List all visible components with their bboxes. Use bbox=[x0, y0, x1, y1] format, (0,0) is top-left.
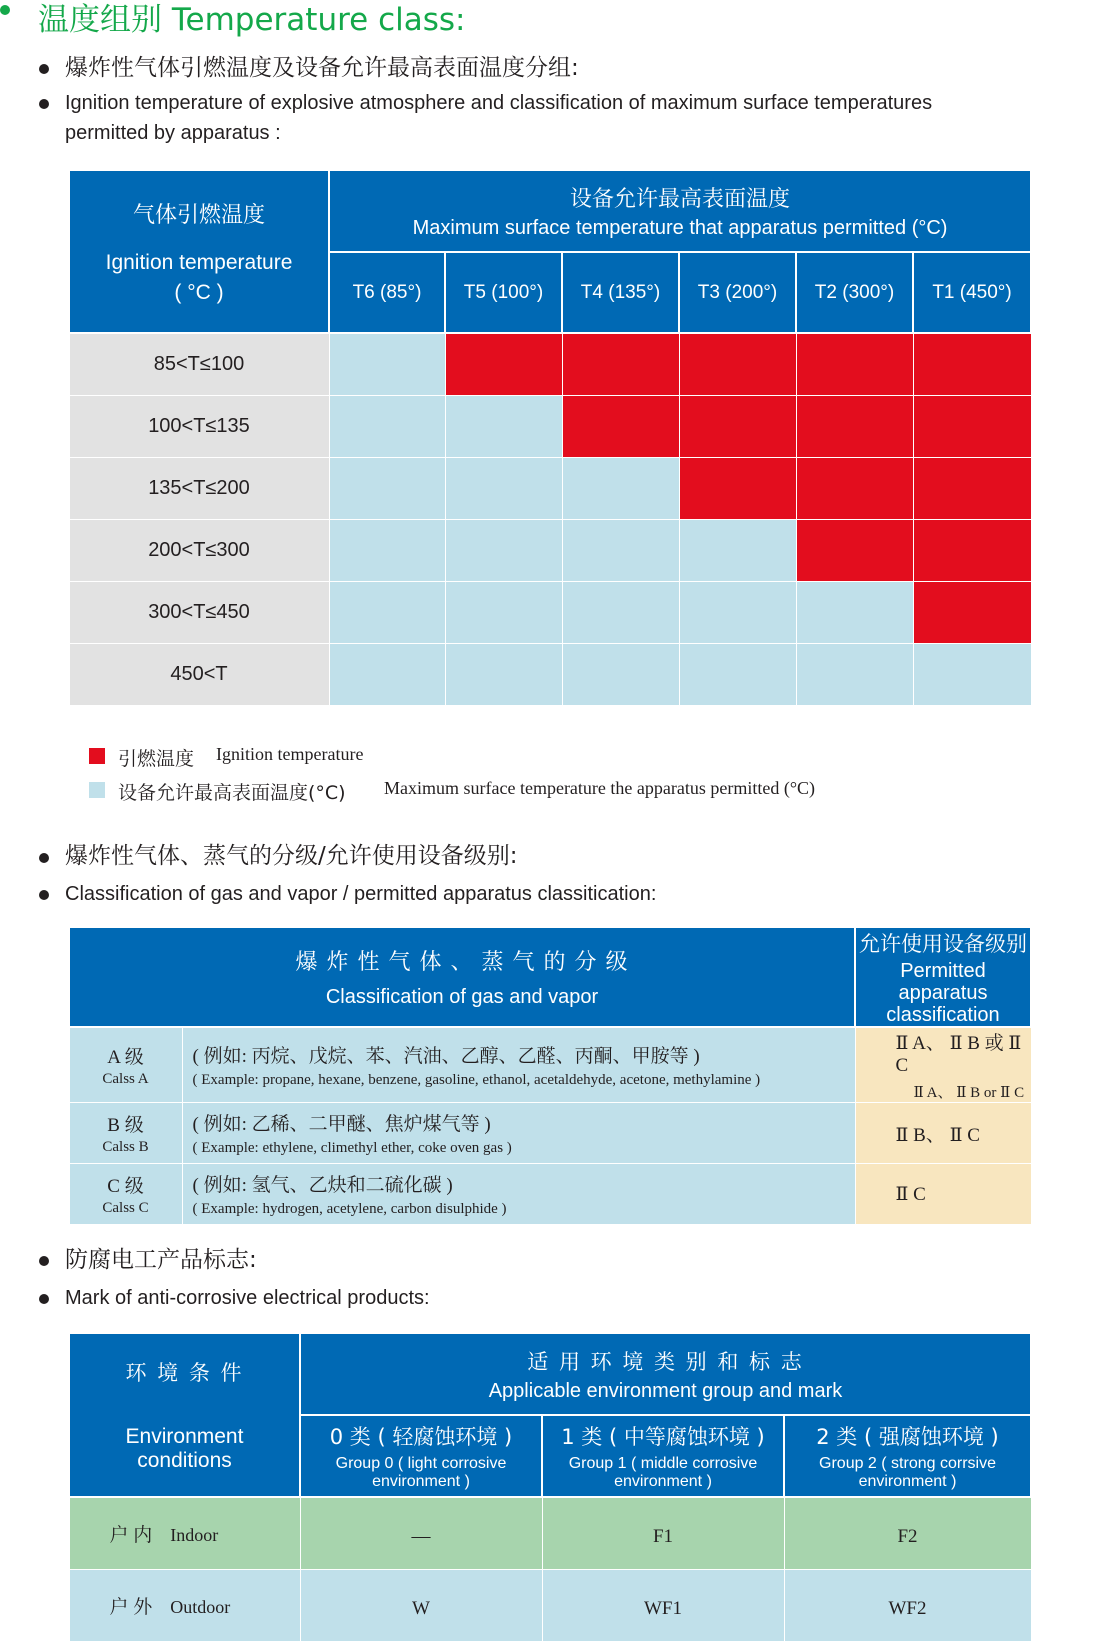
bullet-icon bbox=[39, 1294, 49, 1304]
permitted-cell-blue bbox=[445, 581, 562, 643]
environment-group-2-header bbox=[784, 1415, 1031, 1497]
permitted-apparatus-main: Ⅱ B、 Ⅱ C bbox=[895, 1124, 980, 1146]
permitted-cell-blue bbox=[329, 519, 445, 581]
permitted-cell-blue bbox=[445, 643, 562, 705]
environment-condition-cn: 户 内 bbox=[109, 1524, 153, 1546]
legend-red-cn: 引燃温度 bbox=[118, 748, 195, 770]
table-row bbox=[69, 519, 1031, 581]
gas-example-cn: ( 例如: 氢气、乙炔和二硫化碳 ) bbox=[192, 1175, 453, 1196]
gas-class-en: Calss B bbox=[102, 1139, 149, 1155]
ignition-cell-red bbox=[796, 395, 913, 457]
ignition-cell-red bbox=[913, 395, 1031, 457]
temperature-class-table bbox=[68, 169, 1032, 706]
environment-conditions-header: 环 境 条 件 Environment conditions bbox=[69, 1333, 300, 1497]
mark-cell: F1 bbox=[542, 1497, 784, 1569]
ignition-range-label: 200<T≤300 bbox=[69, 519, 329, 581]
gas-class-en: Calss C bbox=[102, 1200, 149, 1216]
ignition-range-label: 135<T≤200 bbox=[69, 457, 329, 519]
class-header-t1: T1 (450°) bbox=[913, 252, 1031, 333]
table-row bbox=[69, 395, 1031, 457]
gas-class-cell bbox=[69, 1103, 182, 1164]
ignition-cell-red bbox=[796, 333, 913, 395]
group-label-en-line2: environment ) bbox=[614, 1473, 712, 1490]
table-row bbox=[69, 1027, 1031, 1103]
legend-swatch-blue bbox=[89, 782, 105, 798]
environment-condition-cn: 户 外 bbox=[109, 1596, 153, 1618]
mark-cell: — bbox=[300, 1497, 542, 1569]
environment-condition-en: Outdoor bbox=[170, 1596, 231, 1617]
group-label-en-line1: Group 0 ( light corrosive bbox=[335, 1455, 507, 1472]
class-header-t6: T6 (85°) bbox=[329, 252, 445, 333]
ignition-cell-red bbox=[679, 333, 796, 395]
permitted-cell-blue bbox=[445, 395, 562, 457]
mark-cell: F2 bbox=[784, 1497, 1031, 1569]
anti-corrosive-mark-table bbox=[68, 1332, 1032, 1642]
mark-cell: WF2 bbox=[784, 1569, 1031, 1641]
mark-cell: WF1 bbox=[542, 1569, 784, 1641]
permitted-apparatus-main: Ⅱ A、 Ⅱ B 或 Ⅱ C bbox=[895, 1033, 1022, 1076]
section2-heading-cn: 爆炸性气体、蒸气的分级/允许使用设备级别: bbox=[65, 843, 518, 869]
legend-swatch-red bbox=[89, 748, 105, 764]
gas-class-cn: B 级 bbox=[107, 1115, 144, 1136]
ignition-cell-red bbox=[562, 333, 679, 395]
gas-example-en: ( Example: propane, hexane, benzene, gasoline, ethanol, acetaldehyde, acetone, methylamine ) bbox=[192, 1072, 761, 1088]
ignition-cell-red bbox=[913, 457, 1031, 519]
class-header-t3: T3 (200°) bbox=[679, 252, 796, 333]
gas-classification-table bbox=[68, 926, 1032, 1225]
gas-class-cell bbox=[69, 1164, 182, 1225]
ignition-cell-red bbox=[679, 457, 796, 519]
environment-condition-en: Indoor bbox=[170, 1524, 219, 1545]
ignition-cell-red bbox=[796, 519, 913, 581]
table-row bbox=[69, 457, 1031, 519]
ignition-cell-red bbox=[796, 457, 913, 519]
table-row bbox=[69, 333, 1031, 395]
gas-example-en: ( Example: ethylene, climethyl ether, coke oven gas ) bbox=[192, 1140, 512, 1156]
gas-classification-header: 爆 炸 性 气 体 、 蒸 气 的 分 级 Classification of gas and vapor bbox=[69, 927, 855, 1027]
bullet-icon bbox=[39, 890, 49, 900]
group-label-cn: 2 类 ( 强腐蚀环境 ) bbox=[816, 1425, 999, 1449]
permitted-apparatus-sub: Ⅱ A、 Ⅱ B or Ⅱ C bbox=[913, 1085, 1025, 1101]
permitted-apparatus-cell bbox=[855, 1027, 1031, 1103]
group-label-en-line2: environment ) bbox=[372, 1473, 470, 1490]
class-header-t2: T2 (300°) bbox=[796, 252, 913, 333]
permitted-cell-blue bbox=[329, 643, 445, 705]
ignition-cell-red bbox=[679, 395, 796, 457]
permitted-cell-blue bbox=[679, 581, 796, 643]
gas-example-en: ( Example: hydrogen, acetylene, carbon disulphide ) bbox=[192, 1201, 507, 1217]
gas-class-cn: A 级 bbox=[107, 1047, 144, 1068]
group-label-en-line1: Group 2 ( strong corrsive bbox=[819, 1455, 996, 1472]
permitted-cell-blue bbox=[679, 519, 796, 581]
legend-red-en: Ignition temperature bbox=[216, 744, 364, 764]
permitted-cell-blue bbox=[445, 519, 562, 581]
bullet-icon bbox=[39, 1256, 49, 1266]
table-row bbox=[69, 1103, 1031, 1164]
ignition-cell-red bbox=[562, 395, 679, 457]
table-row bbox=[69, 581, 1031, 643]
section3-heading-cn: 防腐电工产品标志: bbox=[65, 1247, 257, 1273]
table-row bbox=[69, 1569, 1031, 1641]
ignition-temperature-header: 气体引燃温度 Ignition temperature ( °C ) bbox=[69, 170, 329, 333]
permitted-apparatus-main: Ⅱ C bbox=[895, 1183, 926, 1205]
ignition-range-label: 100<T≤135 bbox=[69, 395, 329, 457]
table-row bbox=[69, 1164, 1031, 1225]
permitted-apparatus-header: 允许使用设备级别 Permitted apparatus classification bbox=[855, 927, 1031, 1027]
permitted-cell-blue bbox=[796, 643, 913, 705]
table-row bbox=[69, 643, 1031, 705]
section2-heading-en: Classification of gas and vapor / permitted apparatus classitication: bbox=[65, 883, 657, 905]
section1-heading-en-line2: permitted by apparatus : bbox=[65, 122, 281, 144]
legend-blue-cn: 设备允许最高表面温度(°C) bbox=[118, 782, 346, 804]
environment-condition-cell bbox=[69, 1569, 300, 1641]
gas-example-cell bbox=[182, 1027, 855, 1103]
environment-group-1-header bbox=[542, 1415, 784, 1497]
ignition-cell-red bbox=[913, 581, 1031, 643]
permitted-apparatus-cell bbox=[855, 1164, 1031, 1225]
gas-example-cn: ( 例如: 丙烷、戊烷、苯、汽油、乙醇、乙醛、丙酮、甲胺等 ) bbox=[192, 1046, 700, 1067]
permitted-cell-blue bbox=[796, 581, 913, 643]
title-bullet-icon bbox=[0, 5, 10, 15]
permitted-cell-blue bbox=[329, 333, 445, 395]
gas-example-cn: ( 例如: 乙稀、二甲醚、焦炉煤气等 ) bbox=[192, 1114, 491, 1135]
gas-example-cell bbox=[182, 1164, 855, 1225]
gas-class-cell bbox=[69, 1027, 182, 1103]
max-surface-temperature-header: 设备允许最高表面温度 Maximum surface temperature that apparatus permitted (°C) bbox=[329, 170, 1031, 252]
permitted-cell-blue bbox=[329, 457, 445, 519]
group-label-cn: 1 类 ( 中等腐蚀环境 ) bbox=[561, 1425, 765, 1449]
ignition-cell-red bbox=[913, 333, 1031, 395]
gas-example-cell bbox=[182, 1103, 855, 1164]
legend-blue-en: Maximum surface temperature the apparatus permitted (°C) bbox=[384, 778, 816, 798]
group-label-cn: 0 类 ( 轻腐蚀环境 ) bbox=[329, 1425, 513, 1449]
ignition-cell-red bbox=[445, 333, 562, 395]
ignition-range-label: 300<T≤450 bbox=[69, 581, 329, 643]
environment-group-header: 适 用 环 境 类 别 和 标 志 Applicable environment group and mark bbox=[300, 1333, 1031, 1415]
bullet-icon bbox=[39, 64, 49, 74]
class-header-t5: T5 (100°) bbox=[445, 252, 562, 333]
section1-heading-en-line1: Ignition temperature of explosive atmosphere and classification of maximum surface temperatures bbox=[65, 92, 933, 114]
permitted-cell-blue bbox=[445, 457, 562, 519]
table-row bbox=[69, 1497, 1031, 1569]
permitted-cell-blue bbox=[562, 581, 679, 643]
section1-heading-cn: 爆炸性气体引燃温度及设备允许最高表面温度分组: bbox=[65, 55, 579, 81]
permitted-cell-blue bbox=[679, 643, 796, 705]
permitted-cell-blue bbox=[562, 457, 679, 519]
gas-class-en: Calss A bbox=[102, 1071, 149, 1087]
group-label-en-line1: Group 1 ( middle corrosive bbox=[568, 1455, 758, 1472]
permitted-apparatus-cell bbox=[855, 1103, 1031, 1164]
permitted-cell-blue bbox=[562, 519, 679, 581]
permitted-cell-blue bbox=[562, 643, 679, 705]
mark-cell: W bbox=[300, 1569, 542, 1641]
class-header-t4: T4 (135°) bbox=[562, 252, 679, 333]
ignition-cell-red bbox=[913, 519, 1031, 581]
environment-group-0-header bbox=[300, 1415, 542, 1497]
permitted-cell-blue bbox=[329, 395, 445, 457]
permitted-cell-blue bbox=[913, 643, 1031, 705]
permitted-cell-blue bbox=[329, 581, 445, 643]
bullet-icon bbox=[39, 99, 49, 109]
ignition-range-label: 450<T bbox=[69, 643, 329, 705]
page-title: 温度组别 Temperature class: bbox=[38, 2, 466, 38]
environment-condition-cell bbox=[69, 1497, 300, 1569]
gas-class-cn: C 级 bbox=[107, 1176, 144, 1197]
section3-heading-en: Mark of anti-corrosive electrical products: bbox=[65, 1287, 430, 1309]
bullet-icon bbox=[39, 853, 49, 863]
group-label-en-line2: environment ) bbox=[858, 1473, 957, 1490]
ignition-range-label: 85<T≤100 bbox=[69, 333, 329, 395]
